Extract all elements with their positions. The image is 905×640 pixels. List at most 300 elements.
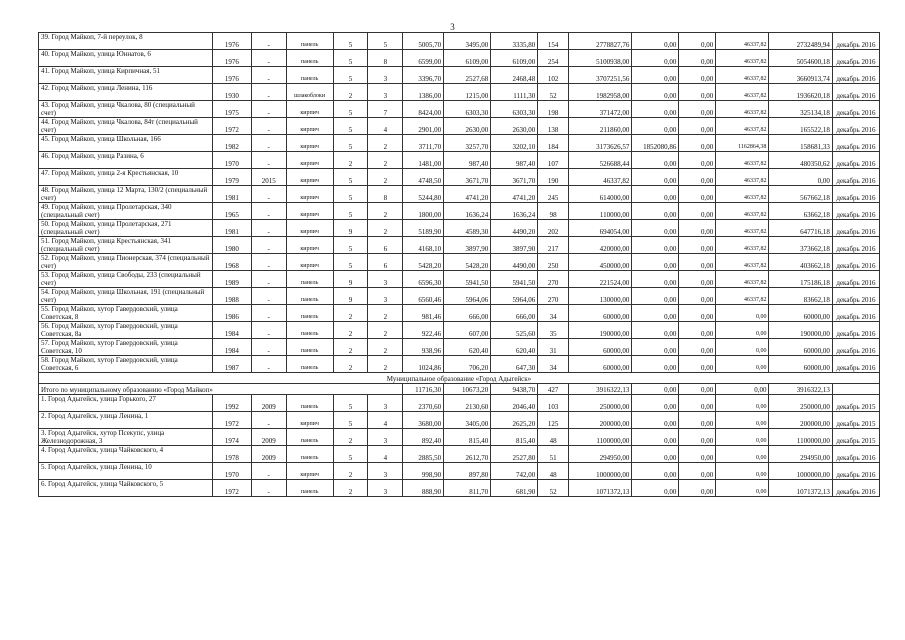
fund-federal-cell: 0,00 [632,254,679,271]
fund-local-cell: 46337,82 [716,50,769,67]
fund-federal-cell: 0,00 [632,288,679,305]
floors-cell: 2 [333,84,368,101]
entrances-cell: 2 [368,339,403,356]
wall-material-cell: панель [286,271,333,288]
floors-cell: 5 [333,67,368,84]
residents-cell: 125 [538,412,569,429]
area-living-cell: 666,00 [444,305,491,322]
total-cost-cell: 5100938,00 [568,50,631,67]
completion-term-cell: декабрь 2016 [832,84,879,101]
entrances-cell: 5 [368,33,403,50]
area-total-cell: 5244,80 [403,186,444,203]
fund-owners-cell: 0,00 [769,169,832,186]
completion-term-cell: декабрь 2016 [832,118,879,135]
fund-local-cell: 0,00 [716,356,769,373]
fund-regional-cell: 0,00 [679,186,716,203]
wall-material-cell: панель [286,33,333,50]
completion-term-cell: декабрь 2016 [832,356,879,373]
total-cost-cell: 130000,00 [568,288,631,305]
fund-regional-cell: 0,00 [679,84,716,101]
residents-cell: 154 [538,33,569,50]
residents-cell: 102 [538,67,569,84]
area-living-cell: 2527,68 [444,67,491,84]
fund-local-cell: 46337,82 [716,220,769,237]
area-total-cell: 1800,00 [403,203,444,220]
total-cost-cell: 211860,00 [568,118,631,135]
total-cost-cell: 694054,00 [568,220,631,237]
floors-cell: 5 [333,135,368,152]
floors-cell: 2 [333,339,368,356]
area-total-cell: 8424,00 [403,101,444,118]
fund-regional-cell: 0,00 [679,446,716,463]
area-total-cell: 2885,50 [403,446,444,463]
fund-local-cell: 46337,82 [716,33,769,50]
floors-cell: 5 [333,395,368,412]
total-cost-cell: 110000,00 [568,203,631,220]
residents-cell: 184 [538,135,569,152]
fund-owners-cell: 5054600,18 [769,50,832,67]
year-renovated-cell: 2009 [251,395,286,412]
fund-regional-cell: 0,00 [679,463,716,480]
address-cell: 4. Город Адыгейск, улица Чайковского, 4 [39,446,213,463]
total-row [39,384,880,395]
table-row [39,446,880,463]
fund-owners-cell: 1100000,00 [769,429,832,446]
total-cost-cell: 3173626,57 [568,135,631,152]
address-cell: 58. Город Майкоп, хутор Гавердовский, улица Советская, 6 [39,356,213,373]
fund-local-cell: 0,00 [716,429,769,446]
fund-federal-cell: 0,00 [632,220,679,237]
completion-term-cell: декабрь 2016 [832,339,879,356]
area-living-cell: 3405,00 [444,412,491,429]
year-renovated-cell: - [251,220,286,237]
wall-material-cell: панель [286,339,333,356]
area-residential-cell: 525,60 [491,322,538,339]
address-cell: 1. Город Адыгейск, улица Горького, 27 [39,395,213,412]
fund-regional-cell: 0,00 [679,429,716,446]
floors-cell: 9 [333,220,368,237]
year-built-cell: 1972 [212,118,251,135]
fund-regional-cell: 0,00 [679,203,716,220]
year-built-cell: 1989 [212,271,251,288]
residents-cell: 198 [538,101,569,118]
fund-local-cell: 46337,82 [716,271,769,288]
year-built-cell: 1975 [212,101,251,118]
fund-owners-cell: 60000,00 [769,305,832,322]
table-row [39,322,880,339]
completion-term-cell: декабрь 2016 [832,186,879,203]
fund-local-cell: 0,00 [716,395,769,412]
area-living-cell: 3671,70 [444,169,491,186]
area-total-cell: 892,40 [403,429,444,446]
table-row [39,152,880,169]
wall-material-cell: кирпич [286,135,333,152]
total-cost-cell: 2778827,76 [568,33,631,50]
area-living-cell: 6303,30 [444,101,491,118]
address-cell: 40. Город Майкоп, улица Юннатов, 6 [39,50,213,67]
year-built-cell: 1972 [212,412,251,429]
year-renovated-cell: - [251,412,286,429]
table-row [39,237,880,254]
area-living-cell: 811,70 [444,480,491,497]
residents-cell: 107 [538,152,569,169]
area-living-cell: 2612,70 [444,446,491,463]
completion-term-cell: декабрь 2016 [832,322,879,339]
entrances-cell: 6 [368,254,403,271]
area-total-cell: 3396,70 [403,67,444,84]
area-residential-cell: 3671,70 [491,169,538,186]
residents-cell: 190 [538,169,569,186]
fund-owners-cell: 1071372,13 [769,480,832,497]
table-row [39,429,880,446]
area-total-cell: 5428,20 [403,254,444,271]
fund-regional-cell: 0,00 [679,412,716,429]
total-fund-local: 0,00 [716,384,769,395]
floors-cell: 5 [333,169,368,186]
address-cell: 54. Город Майкоп, улица Школьная, 191 (специальный счет) [39,288,213,305]
table-row [39,305,880,322]
completion-term-cell: декабрь 2016 [832,67,879,84]
fund-regional-cell: 0,00 [679,305,716,322]
fund-local-cell: 46337,82 [716,237,769,254]
fund-federal-cell: 1852080,86 [632,135,679,152]
address-cell: 49. Город Майкоп, улица Пролетарская, 340 (специальный счет) [39,203,213,220]
entrances-cell: 3 [368,395,403,412]
year-built-cell: 1979 [212,169,251,186]
table-row [39,33,880,50]
residents-cell: 51 [538,446,569,463]
residents-cell: 270 [538,288,569,305]
residents-cell: 254 [538,50,569,67]
fund-owners-cell: 325134,18 [769,101,832,118]
year-renovated-cell: 2009 [251,446,286,463]
fund-local-cell: 46337,82 [716,169,769,186]
area-living-cell: 607,00 [444,322,491,339]
fund-owners-cell: 165522,18 [769,118,832,135]
wall-material-cell: панель [286,395,333,412]
wall-material-cell: кирпич [286,220,333,237]
wall-material-cell: кирпич [286,203,333,220]
area-residential-cell: 2468,48 [491,67,538,84]
floors-cell: 5 [333,203,368,220]
fund-federal-cell: 0,00 [632,118,679,135]
wall-material-cell: панель [286,429,333,446]
floors-cell: 5 [333,446,368,463]
fund-regional-cell: 0,00 [679,67,716,84]
area-total-cell: 998,90 [403,463,444,480]
residents-cell: 250 [538,254,569,271]
address-cell: 47. Город Майкоп, улица 2-я Крестьянская, 10 [39,169,213,186]
area-living-cell: 620,40 [444,339,491,356]
area-total-cell: 6596,30 [403,271,444,288]
fund-regional-cell: 0,00 [679,480,716,497]
year-built-cell: 1988 [212,288,251,305]
area-residential-cell: 815,40 [491,429,538,446]
residents-cell: 270 [538,271,569,288]
area-residential-cell: 987,40 [491,152,538,169]
table-row [39,186,880,203]
floors-cell: 2 [333,463,368,480]
area-total-cell: 888,90 [403,480,444,497]
fund-regional-cell: 0,00 [679,254,716,271]
fund-local-cell: 46337,82 [716,118,769,135]
year-renovated-cell: - [251,254,286,271]
year-renovated-cell: - [251,237,286,254]
year-built-cell: 1987 [212,356,251,373]
area-residential-cell: 6109,00 [491,50,538,67]
year-built-cell: 1968 [212,254,251,271]
year-built-cell: 1976 [212,50,251,67]
total-cost-cell: 60000,00 [568,356,631,373]
area-residential-cell: 647,30 [491,356,538,373]
residents-cell: 103 [538,395,569,412]
area-residential-cell: 2625,20 [491,412,538,429]
completion-term-cell: декабрь 2016 [832,169,879,186]
fund-regional-cell: 0,00 [679,220,716,237]
area-total-cell: 2370,60 [403,395,444,412]
floors-cell: 2 [333,305,368,322]
area-total-cell: 3680,00 [403,412,444,429]
entrances-cell: 3 [368,288,403,305]
completion-term-cell: декабрь 2016 [832,446,879,463]
fund-local-cell: 46337,82 [716,67,769,84]
entrances-cell: 4 [368,412,403,429]
address-cell: 5. Город Адыгейск, улица Ленина, 10 [39,463,213,480]
table-row [39,412,880,429]
address-cell: 43. Город Майкоп, улица Чкалова, 80 (специальный счет) [39,101,213,118]
completion-term-cell: декабрь 2016 [832,463,879,480]
fund-regional-cell: 0,00 [679,50,716,67]
completion-term-cell: декабрь 2016 [832,33,879,50]
entrances-cell: 4 [368,446,403,463]
area-residential-cell: 3202,10 [491,135,538,152]
total-cost-cell: 1982958,00 [568,84,631,101]
wall-material-cell: панель [286,480,333,497]
total-cost-cell: 190000,00 [568,322,631,339]
area-living-cell: 815,40 [444,429,491,446]
wall-material-cell: кирпич [286,254,333,271]
fund-regional-cell: 0,00 [679,288,716,305]
fund-federal-cell: 0,00 [632,152,679,169]
address-cell: 55. Город Майкоп, хутор Гавердовский, улица Советская, 8 [39,305,213,322]
area-total-cell: 938,96 [403,339,444,356]
fund-federal-cell: 0,00 [632,395,679,412]
fund-owners-cell: 567662,18 [769,186,832,203]
residents-cell: 98 [538,203,569,220]
residents-cell: 34 [538,356,569,373]
floors-cell: 2 [333,356,368,373]
wall-material-cell: кирпич [286,169,333,186]
floors-cell: 5 [333,186,368,203]
fund-federal-cell: 0,00 [632,339,679,356]
completion-term-cell: декабрь 2016 [832,220,879,237]
area-total-cell: 4168,10 [403,237,444,254]
fund-local-cell: 0,00 [716,339,769,356]
section-row [39,373,880,384]
area-total-cell: 2901,00 [403,118,444,135]
total-cost-cell: 294950,00 [568,446,631,463]
fund-federal-cell: 0,00 [632,169,679,186]
fund-owners-cell: 480350,62 [769,152,832,169]
residents-cell: 48 [538,429,569,446]
fund-federal-cell: 0,00 [632,412,679,429]
entrances-cell: 2 [368,152,403,169]
year-renovated-cell: - [251,322,286,339]
fund-owners-cell: 158681,33 [769,135,832,152]
year-built-cell: 1974 [212,429,251,446]
year-renovated-cell: - [251,33,286,50]
fund-owners-cell: 175186,18 [769,271,832,288]
wall-material-cell: панель [286,67,333,84]
entrances-cell: 4 [368,118,403,135]
floors-cell: 2 [333,429,368,446]
wall-material-cell: кирпич [286,186,333,203]
completion-term-cell: декабрь 2016 [832,203,879,220]
fund-regional-cell: 0,00 [679,237,716,254]
year-built-cell: 1978 [212,446,251,463]
total-term [832,384,879,395]
fund-owners-cell: 373662,18 [769,237,832,254]
floors-cell: 9 [333,271,368,288]
total-cost-cell: 3707251,56 [568,67,631,84]
year-renovated-cell: - [251,135,286,152]
fund-federal-cell: 0,00 [632,356,679,373]
fund-federal-cell: 0,00 [632,463,679,480]
completion-term-cell: декабрь 2016 [832,50,879,67]
area-total-cell: 1024,86 [403,356,444,373]
fund-owners-cell: 647716,18 [769,220,832,237]
wall-material-cell: панель [286,50,333,67]
fund-local-cell: 0,00 [716,322,769,339]
completion-term-cell: декабрь 2016 [832,101,879,118]
floors-cell: 2 [333,152,368,169]
area-living-cell: 2130,60 [444,395,491,412]
area-residential-cell: 666,00 [491,305,538,322]
area-living-cell: 4741,20 [444,186,491,203]
table-row [39,339,880,356]
completion-term-cell: декабрь 2015 [832,412,879,429]
address-cell: 56. Город Майкоп, хутор Гавердовский, улица Советская, 8а [39,322,213,339]
entrances-cell: 2 [368,356,403,373]
fund-federal-cell: 0,00 [632,322,679,339]
year-renovated-cell: - [251,152,286,169]
floors-cell: 5 [333,33,368,50]
floors-cell: 5 [333,50,368,67]
fund-owners-cell: 60000,00 [769,339,832,356]
area-total-cell: 5005,70 [403,33,444,50]
total-cost: 3916322,13 [568,384,631,395]
wall-material-cell: кирпич [286,463,333,480]
area-total-cell: 981,46 [403,305,444,322]
table-row [39,101,880,118]
area-residential-cell: 1636,24 [491,203,538,220]
area-total-cell: 4748,50 [403,169,444,186]
residents-cell: 217 [538,237,569,254]
address-cell: 51. Город Майкоп, улица Крестьянская, 341 (специальный счет) [39,237,213,254]
floors-cell: 9 [333,288,368,305]
fund-owners-cell: 1936620,18 [769,84,832,101]
table-row [39,356,880,373]
year-renovated-cell: - [251,339,286,356]
table-row [39,254,880,271]
residents-cell: 138 [538,118,569,135]
fund-regional-cell: 0,00 [679,395,716,412]
residents-cell: 52 [538,84,569,101]
address-cell: 50. Город Майкоп, улица Пролетарская, 271 (специальный счет) [39,220,213,237]
total-cost-cell: 60000,00 [568,305,631,322]
table-row [39,135,880,152]
table-row [39,288,880,305]
fund-federal-cell: 0,00 [632,305,679,322]
floors-cell: 2 [333,322,368,339]
total-residents: 427 [538,384,569,395]
fund-local-cell: 0,00 [716,446,769,463]
fund-regional-cell: 0,00 [679,152,716,169]
wall-material-cell: кирпич [286,118,333,135]
total-cost-cell: 250000,00 [568,395,631,412]
year-renovated-cell: - [251,203,286,220]
area-total-cell: 1386,00 [403,84,444,101]
residents-cell: 31 [538,339,569,356]
fund-owners-cell: 200000,00 [769,412,832,429]
address-cell: 44. Город Майкоп, улица Чкалова, 84т (специальный счет) [39,118,213,135]
completion-term-cell: декабрь 2015 [832,429,879,446]
address-cell: 53. Город Майкоп, улица Свободы, 233 (специальный счет) [39,271,213,288]
total-cost-cell: 371472,00 [568,101,631,118]
fund-owners-cell: 403662,18 [769,254,832,271]
fund-regional-cell: 0,00 [679,322,716,339]
year-renovated-cell: - [251,67,286,84]
year-renovated-cell: 2015 [251,169,286,186]
completion-term-cell: декабрь 2016 [832,271,879,288]
year-renovated-cell: - [251,305,286,322]
year-built-cell: 1981 [212,220,251,237]
floors-cell: 5 [333,412,368,429]
completion-term-cell: декабрь 2016 [832,480,879,497]
year-built-cell: 1970 [212,152,251,169]
floors-cell: 5 [333,101,368,118]
floors-cell: 5 [333,254,368,271]
area-residential-cell: 3335,80 [491,33,538,50]
year-renovated-cell: - [251,118,286,135]
area-living-cell: 3257,70 [444,135,491,152]
entrances-cell: 3 [368,271,403,288]
area-living-cell: 897,80 [444,463,491,480]
fund-owners-cell: 83662,18 [769,288,832,305]
total-cost-cell: 420000,00 [568,237,631,254]
total-area-total: 11716,30 [403,384,444,395]
year-renovated-cell: - [251,186,286,203]
fund-local-cell: 0,00 [716,463,769,480]
address-cell: 2. Город Адыгейск, улица Ленина, 1 [39,412,213,429]
table-row [39,84,880,101]
page-number: 3 [450,22,455,32]
address-cell: 45. Город Майкоп, улица Школьная, 166 [39,135,213,152]
entrances-cell: 3 [368,480,403,497]
fund-local-cell: 1162864,38 [716,135,769,152]
fund-federal-cell: 0,00 [632,237,679,254]
fund-federal-cell: 0,00 [632,203,679,220]
area-residential-cell: 681,90 [491,480,538,497]
fund-federal-cell: 0,00 [632,271,679,288]
fund-local-cell: 0,00 [716,480,769,497]
fund-federal-cell: 0,00 [632,67,679,84]
fund-owners-cell: 250000,00 [769,395,832,412]
wall-material-cell: кирпич [286,237,333,254]
fund-federal-cell: 0,00 [632,50,679,67]
address-cell: 52. Город Майкоп, улица Пионерская, 374 (специальный счет) [39,254,213,271]
year-built-cell: 1981 [212,186,251,203]
